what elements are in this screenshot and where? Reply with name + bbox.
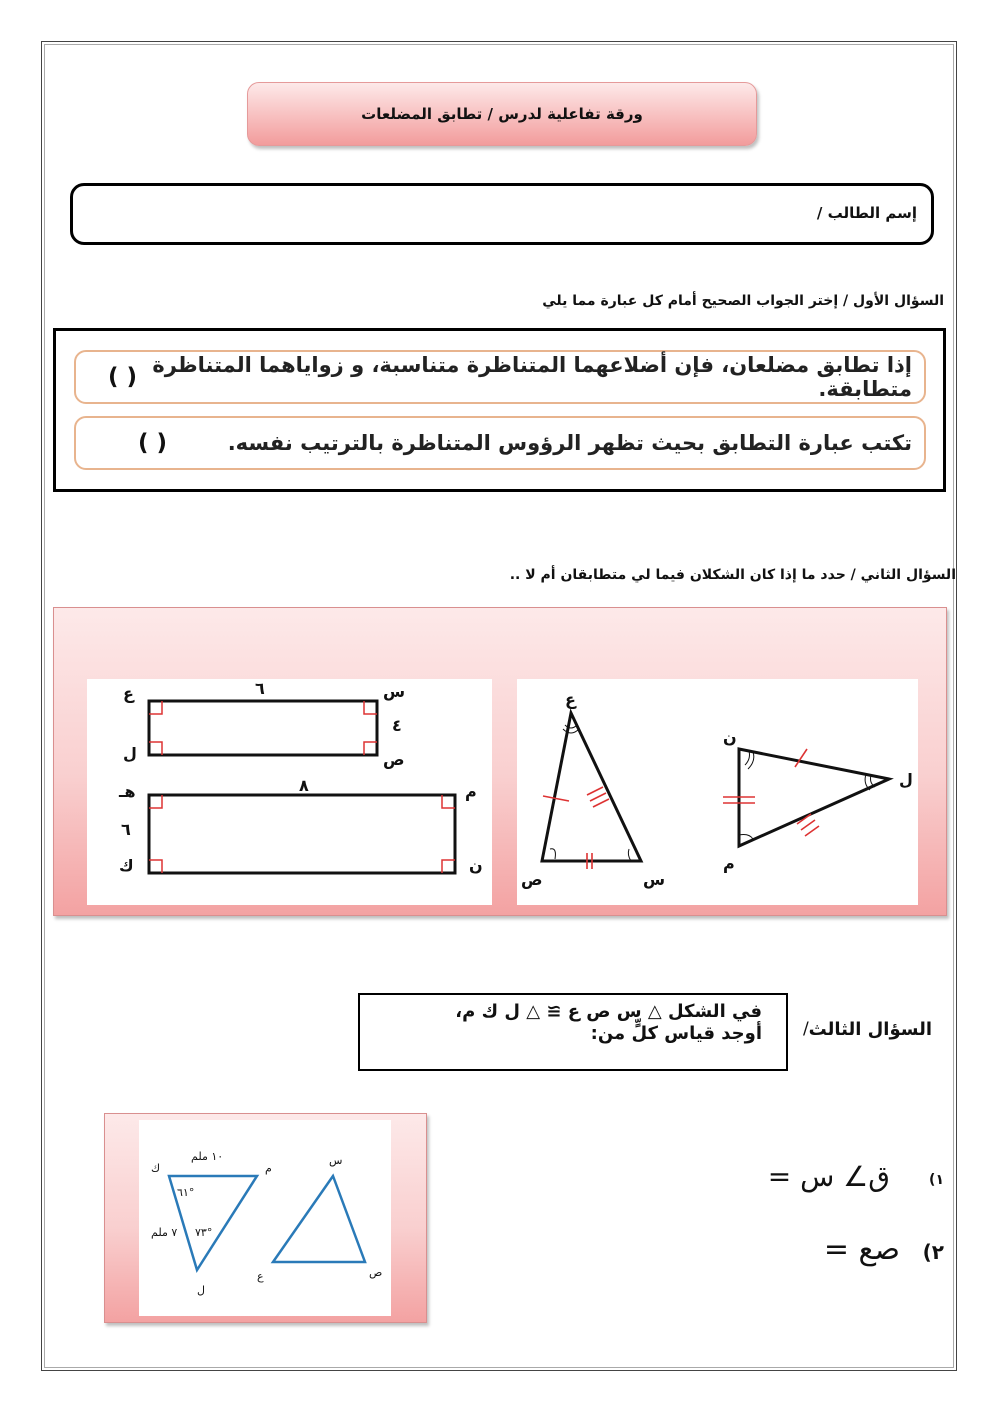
vertex-label: هـ	[119, 782, 136, 801]
width-label: ٦	[255, 679, 265, 698]
rectangle-2	[149, 795, 455, 873]
vertex-label: م	[465, 782, 477, 801]
width-label: ٨	[299, 776, 309, 795]
right-angle-marks-2	[149, 795, 455, 873]
vertex-label: س	[329, 1154, 343, 1167]
answer-expression[interactable]: ق∠ س =	[767, 1160, 890, 1193]
vertex-label: ع	[123, 684, 134, 703]
student-name-field[interactable]	[70, 183, 934, 245]
vertex-label: ك	[119, 856, 134, 875]
congruence-tick-marks	[543, 749, 819, 869]
q1-heading: السؤال الأول / إختر الجواب الصحيح أمام كل عبارة مما يلي	[542, 293, 944, 309]
vertex-label: م	[265, 1162, 272, 1175]
q3-triangles-figure	[139, 1120, 391, 1316]
q3-prompt-box	[358, 993, 788, 1071]
vertex-label: ع	[565, 690, 576, 709]
vertex-label: ل	[197, 1284, 205, 1297]
q3-separator: /	[803, 1019, 809, 1039]
height-label: ٤	[392, 716, 402, 735]
angle-label: ٦١°	[177, 1186, 195, 1199]
triangle-1	[542, 713, 641, 861]
q3-prompt-line: أوجد قياس كلٍّ من:	[590, 1023, 762, 1044]
triangle-2	[739, 749, 889, 846]
q3-figure-panel	[139, 1120, 391, 1316]
rectangle-1	[149, 701, 377, 755]
answer-expression[interactable]: صع =	[823, 1232, 900, 1267]
student-name-label: إسم الطالب /	[816, 204, 917, 222]
q2-figures-box	[53, 607, 947, 916]
vertex-label: ن	[469, 856, 483, 875]
vertex-label: ص	[521, 870, 543, 889]
q3-label: السؤال الثالث	[808, 1019, 932, 1040]
vertex-label: ص	[383, 750, 405, 769]
vertex-label: ل	[899, 770, 913, 789]
rectangles-figure	[87, 679, 492, 905]
triangle-sse	[273, 1176, 365, 1262]
side-length-label: ١٠ ملم	[191, 1150, 224, 1163]
vertex-label: م	[723, 854, 735, 873]
height-label: ٦	[121, 820, 131, 839]
worksheet-title-banner	[247, 82, 757, 146]
q1-box	[53, 328, 946, 492]
q3-prompt-line: في الشكل △ س ص ع ≅ △ ل ك م،	[455, 1001, 762, 1022]
q1-answer-slot[interactable]: ( )	[108, 364, 138, 390]
vertex-label: ل	[123, 744, 137, 763]
triangles-figure	[517, 679, 918, 905]
q1-answer-slot[interactable]: ( )	[138, 430, 168, 456]
vertex-label: س	[643, 870, 666, 889]
worksheet-title: ورقة تفاعلية لدرس / تطابق المضلعات	[361, 105, 643, 123]
answer-number: ٢)	[922, 1240, 944, 1264]
answer-number: ١)	[929, 1172, 944, 1188]
vertex-label: ك	[151, 1162, 161, 1175]
q1-statement-row	[74, 416, 926, 470]
vertex-label: س	[383, 682, 406, 701]
q3-figure-box	[104, 1113, 427, 1323]
q1-statement-row	[74, 350, 926, 404]
vertex-label: ص	[369, 1266, 383, 1279]
triangles-panel	[517, 679, 918, 905]
q2-heading: السؤال الثاني / حدد ما إذا كان الشكلان فيما لي متطابقان أم لا ..	[509, 567, 956, 583]
vertex-label: ن	[723, 728, 737, 747]
right-angle-marks-1	[149, 701, 377, 755]
side-length-label: ٧ ملم	[151, 1226, 178, 1239]
q1-statement-text: تكتب عبارة التطابق بحيث تظهر الرؤوس المتناظرة بالترتيب نفسه.	[227, 431, 912, 455]
angle-label: ٧٣°	[195, 1226, 213, 1239]
rectangles-panel	[87, 679, 492, 905]
angle-arcs	[550, 725, 875, 861]
vertex-label: ع	[257, 1270, 264, 1283]
q1-statement-text: إذا تطابق مضلعان، فإن أضلاعهما المتناظرة متناسبة، و زواياهما المتناظرة متطابقة.	[152, 353, 912, 401]
